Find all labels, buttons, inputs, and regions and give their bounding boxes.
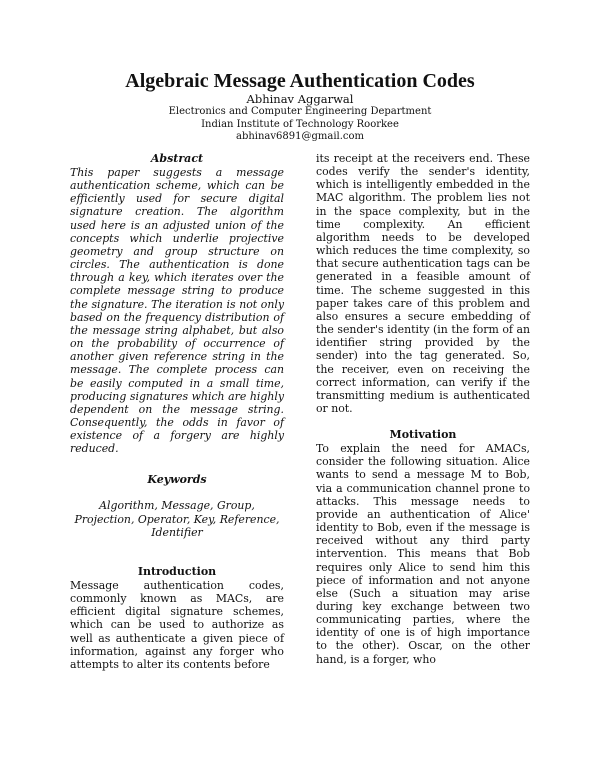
- keywords-heading: Keywords: [147, 473, 207, 487]
- author-name: Abhinav Aggarwal: [246, 92, 354, 106]
- introduction-text-right: its receipt at the receivers end. These codes verify the sender's identity, which is intelligently embedded in the MAC algorithm. The problem lies not in the space complexity, but in the time complexity. An efficient algorithm needs to be developed which reduces the time complexity, so that secure authentication tags can be generated in a feasible amount of time. The scheme suggested in this paper takes care of this problem and also ensures a secure embedding of the sender's identity (in the form of an identifier string provided by the sender) into the tag generated. So, the receiver, even on receiving the correct information, can verify if the transmitting medium is authenticated or not.: [316, 152, 530, 415]
- keywords-text: Algorithm, Message, Group, Projection, Operator, Key, Reference, Identifier: [74, 499, 280, 539]
- introduction-text-left: Message authentication codes, commonly known as MACs, are efficient digital signature schemes, which can be used to authorize as well as authenticate a given piece of information, against any forger who attempts to alter its contents before: [70, 578, 284, 671]
- author-email: abhinav6891@gmail.com: [235, 131, 365, 142]
- author-institute: Indian Institute of Technology Roorkee: [201, 118, 399, 130]
- author-department: Electronics and Computer Engineering Department: [168, 106, 432, 117]
- introduction-heading: Introduction: [137, 564, 217, 578]
- paper-title: Algebraic Message Authentication Codes: [125, 70, 475, 92]
- left-column: [70, 152, 284, 671]
- motivation-text: To explain the need for AMACs, consider the following situation. Alice wants to send a message M to Bob, via a communication channel prone to attacks. This message needs to provide an authentication of Alice' identity to Bob, even if the message is received without any third party intervention. This means that Bob requires only Alice to send him this piece of information and not anyone else (Such a situation may arise during key exchange between two communicating parties, where the identity of one is of high importance to the other). Oscar, on the other hand, is a forger, who: [316, 442, 530, 666]
- motivation-heading: Motivation: [389, 428, 457, 442]
- right-column: [316, 152, 530, 666]
- abstract-text: This paper suggests a message authentication scheme, which can be efficiently used for secure digital signature creation. The algorithm used here is an adjusted union of the concepts which underlie projective geometry and group structure on circles. The authentication is done through a key, which iterates over the complete message string to produce the signature. The iteration is not only based on the frequency distribution of the message string alphabet, but also on the probability of occurrence of another given reference string in the message. The complete process can be easily computed in a small time, producing signatures which are highly dependent on the message string. Consequently, the odds in favor of existence of a forgery are highly reduced.: [70, 166, 284, 456]
- paper-header: [0, 70, 600, 144]
- abstract-heading: Abstract: [150, 152, 204, 165]
